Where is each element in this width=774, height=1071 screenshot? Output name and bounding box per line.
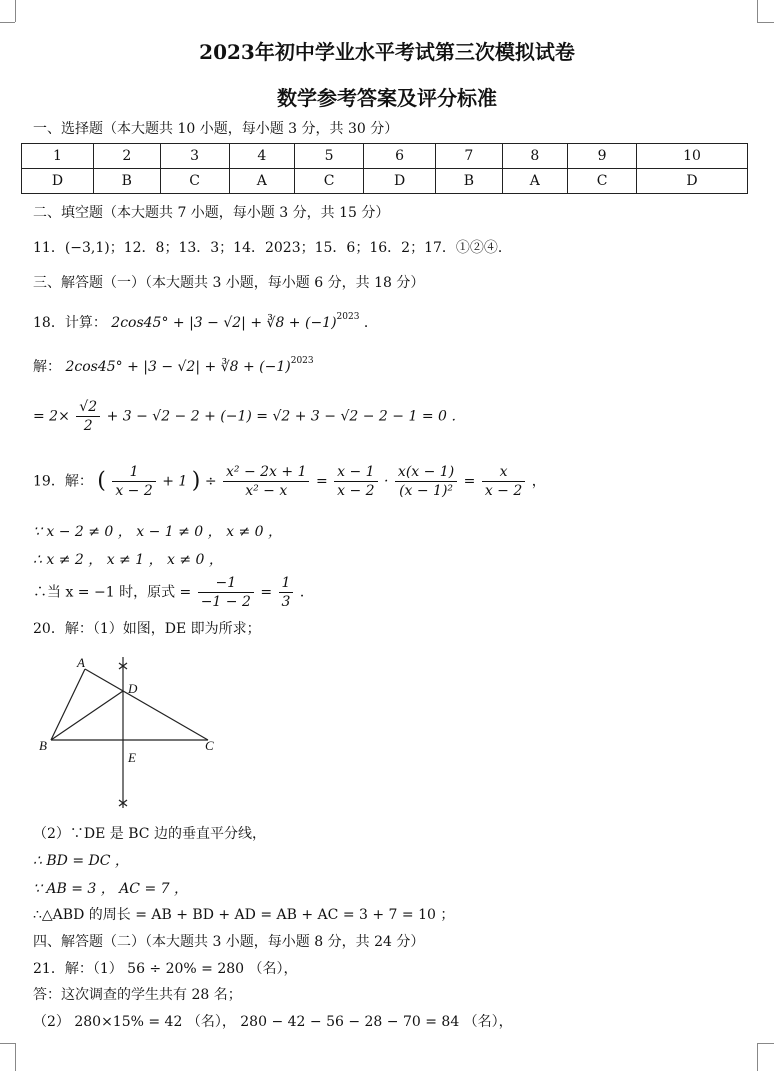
answer-cell: D <box>22 169 94 194</box>
question-number: 5 <box>295 144 364 169</box>
sol18-fraction <box>76 398 100 435</box>
fraction-numerator: 1 <box>279 574 294 593</box>
when-equals: = <box>260 584 273 601</box>
exam-subtitle: 数学参考答案及评分标准 <box>277 86 497 110</box>
question-number: 1 <box>22 144 94 169</box>
answer-cell: B <box>94 169 161 194</box>
fraction-numerator: x² − 2x + 1 <box>223 463 309 482</box>
answer-cell: C <box>295 169 364 194</box>
q19-equals-2: = <box>463 473 476 490</box>
q18-end: ． <box>363 315 378 331</box>
q19-fraction-4 <box>395 463 457 500</box>
question-number: 9 <box>568 144 637 169</box>
substitution-line <box>33 574 314 611</box>
fraction-denominator: x − 2 <box>484 483 523 499</box>
fraction-denominator: x − 2 <box>337 483 375 499</box>
q21-answer: 答：这次调查的学生共有 28 名； <box>33 987 242 1003</box>
label-a: A <box>77 655 85 670</box>
triangle-figure <box>33 655 223 819</box>
solution-19 <box>33 463 546 500</box>
condition-line-1: ∵ x − 2 ≠ 0 ， x − 1 ≠ 0 ， x ≠ 0 ， <box>33 524 282 540</box>
q21-part-2: （2） 280×15% = 42 （名）， 280 − 42 − 56 − 28 − 70 = 84 （名）， <box>33 1014 513 1030</box>
answer-cell: C <box>568 169 637 194</box>
q19-fraction-2 <box>223 463 309 500</box>
q19-fraction-5 <box>482 463 525 500</box>
sol18-prefix: 解： <box>33 359 61 375</box>
solution-18 <box>33 352 314 376</box>
question-number: 6 <box>364 144 436 169</box>
question-number: 3 <box>160 144 229 169</box>
triangle-diagram <box>33 655 223 815</box>
question-number: 7 <box>436 144 503 169</box>
crop-mark-top-right <box>757 0 758 22</box>
answer-cell: D <box>364 169 436 194</box>
question-20: 20．解：（1）如图，DE 即为所求； <box>33 621 261 637</box>
label-e: E <box>128 750 136 765</box>
answer-table <box>21 143 748 194</box>
solution-18-steps <box>33 398 465 435</box>
segment-ab <box>51 669 85 740</box>
fraction-denominator: x² − x <box>245 483 288 499</box>
q19-fraction-1 <box>112 463 155 500</box>
crop-mark-bottom-right-h <box>757 1043 774 1044</box>
fraction-denominator: −1 − 2 <box>200 594 251 610</box>
fraction-numerator: x(x − 1) <box>395 463 457 482</box>
q19-dot: · <box>384 473 389 490</box>
q19-fraction-3 <box>334 463 377 500</box>
fraction-denominator: 3 <box>281 594 291 610</box>
crop-mark-bottom-left <box>15 1043 16 1071</box>
crop-mark-bottom-right <box>757 1043 758 1071</box>
answer-cell: C <box>160 169 229 194</box>
when-prefix: ∴当 x = −1 时，原式 = <box>33 584 192 601</box>
condition-line-2: ∴ x ≠ 2 ， x ≠ 1 ， x ≠ 0 ， <box>33 552 223 568</box>
question-18 <box>33 308 378 332</box>
question-number: 10 <box>637 144 748 169</box>
fraction-denominator: 2 <box>83 418 93 434</box>
q19-plus-one: + 1 <box>162 473 188 490</box>
question-number: 2 <box>94 144 161 169</box>
section-2-heading: 二、填空题（本大题共 7 小题，每小题 3 分，共 15 分） <box>33 205 390 221</box>
crop-mark-top-left <box>15 0 16 22</box>
section-3-heading: 三、解答题（一）（本大题共 3 小题，每小题 6 分，共 18 分） <box>33 275 425 291</box>
answer-cell: A <box>229 169 295 194</box>
section-4-heading: 四、解答题（二）（本大题共 3 小题，每小题 8 分，共 24 分） <box>33 934 425 950</box>
exam-title: 2023年初中学业水平考试第三次模拟试卷 <box>199 40 575 64</box>
q20-part-2: （2）∵DE 是 BC 边的垂直平分线， <box>33 826 266 842</box>
fraction-numerator: √2 <box>76 398 100 417</box>
fill-in-answers: 11．(−3,1)；12．8；13．3；14．2023；15．6；16．2；17．①②④． <box>33 240 512 256</box>
sol18-exponent: 2023 <box>290 356 314 366</box>
q18-prefix: 18．计算： <box>33 315 107 331</box>
sol18-step-b: + 3 − √2 − 2 + (−1) = √2 + 3 − √2 − 2 − 1 = 0 ． <box>106 408 466 425</box>
bd-equals-dc: ∴ BD = DC ， <box>33 853 129 869</box>
question-number: 8 <box>502 144 568 169</box>
section-1-heading: 一、选择题（本大题共 10 小题，每小题 3 分，共 30 分） <box>33 121 399 137</box>
answer-cell: B <box>436 169 503 194</box>
fraction-denominator: (x − 1)² <box>399 483 454 499</box>
q21-part-1: 21．解：（1） 56 ÷ 20% = 280 （名）， <box>33 961 298 977</box>
when-fraction-1 <box>198 574 254 611</box>
triangle-perimeter: ∴△ABD 的周长 = AB + BD + AD = AB + AC = 3 + 7 = 10 ； <box>33 907 455 923</box>
paren-open: ( <box>97 468 106 494</box>
label-b: B <box>39 738 47 753</box>
q19-end: ， <box>531 473 546 490</box>
answer-table-answer-row <box>22 169 748 194</box>
crop-mark-top-right-h <box>757 22 774 23</box>
crop-mark-bottom-left-h <box>0 1043 15 1044</box>
sol18-expression: 2cos45° + |3 − √2| + ∛8 + (−1) <box>65 359 291 375</box>
q19-equals-1: = <box>315 473 328 490</box>
question-number: 4 <box>229 144 295 169</box>
fraction-numerator: −1 <box>198 574 254 593</box>
fraction-denominator: x − 2 <box>115 483 153 499</box>
segment-bd <box>51 691 123 740</box>
answer-cell: A <box>502 169 568 194</box>
sol18-step-a: = 2× <box>33 408 70 425</box>
when-fraction-2 <box>279 574 294 611</box>
answer-table-number-row <box>22 144 748 169</box>
q19-prefix: 19．解： <box>33 473 93 490</box>
when-end: ． <box>299 584 314 601</box>
q18-expression: 2cos45° + |3 − √2| + ∛8 + (−1) <box>111 315 337 331</box>
label-d: D <box>128 681 138 696</box>
fraction-numerator: 1 <box>112 463 155 482</box>
fraction-numerator: x − 1 <box>334 463 377 482</box>
ab-ac-values: ∵ AB = 3 ， AC = 7 ， <box>33 881 189 897</box>
label-c: C <box>205 738 214 753</box>
fraction-numerator: x <box>482 463 525 482</box>
answer-cell: D <box>637 169 748 194</box>
q19-divide: ÷ <box>204 473 217 490</box>
paren-close: ) <box>191 468 201 494</box>
crop-mark-top-left-h <box>0 22 15 23</box>
q18-exponent: 2023 <box>336 312 360 322</box>
